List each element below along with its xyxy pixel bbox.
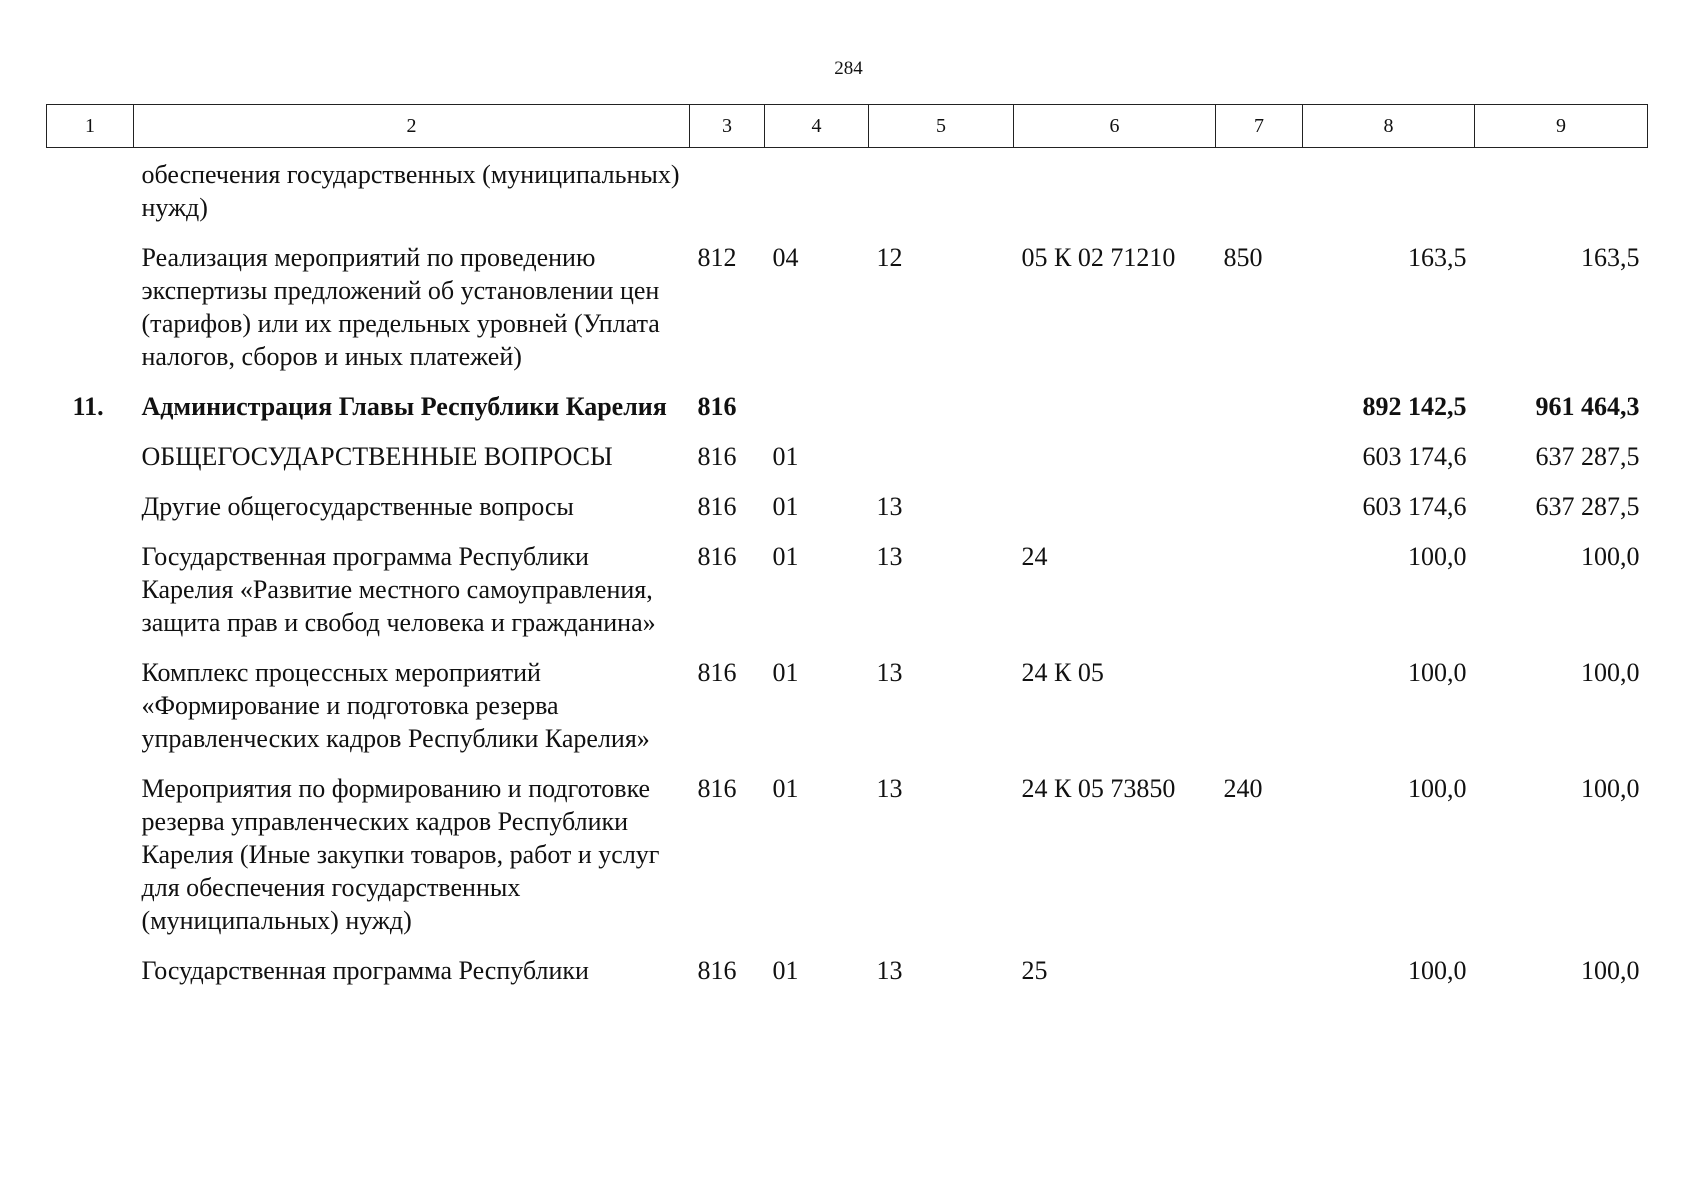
ministry-code: 816: [697, 392, 737, 421]
column-header: 3: [690, 105, 765, 148]
subsection-code: 13: [876, 542, 903, 571]
amount-column-9: 637 287,5: [1535, 492, 1640, 521]
ministry-code: 816: [697, 658, 737, 687]
ministry-code: 816: [697, 542, 737, 571]
target-article-code: [1014, 431, 1216, 481]
table-row: [47, 531, 1648, 647]
column-header: 1: [47, 105, 134, 148]
subsection-code: 13: [876, 956, 903, 985]
column-header: 8: [1303, 105, 1475, 148]
table-row: [47, 647, 1648, 763]
amount-column-9: 100,0: [1581, 542, 1640, 571]
row-name: обеспечения государственных (муниципальных) нужд): [141, 160, 680, 222]
amount-column-8: 100,0: [1408, 542, 1467, 571]
target-article-code: 24 К 05 73850: [1021, 774, 1176, 803]
column-header: 2: [134, 105, 690, 148]
row-name: Реализация мероприятий по проведению экспертизы предложений об установлении цен (тарифов) или их предельных уровней (Уплата налогов, сборов и иных платежей): [141, 243, 660, 371]
expense-type-code: [1216, 481, 1303, 531]
ministry-code: 812: [697, 243, 737, 272]
column-header: 5: [869, 105, 1014, 148]
amount-column-9: 163,5: [1581, 243, 1640, 272]
row-number: [47, 232, 134, 381]
target-article-code: 05 К 02 71210: [1021, 243, 1176, 272]
amount-column-8: [1303, 148, 1475, 233]
target-article-code: [1014, 381, 1216, 431]
row-name: Государственная программа Республики: [141, 956, 589, 985]
ministry-code: 816: [697, 774, 737, 803]
amount-column-9: 961 464,3: [1535, 392, 1640, 421]
expense-type-code: [1216, 148, 1303, 233]
row-name: Мероприятия по формированию и подготовке резерва управленческих кадров Республики Карелия (Иные закупки товаров, работ и услуг для обеспечения государственных (муниципальных) нужд): [141, 774, 660, 935]
ministry-code: 816: [697, 442, 737, 471]
subsection-code: 13: [876, 774, 903, 803]
subsection-code: 13: [876, 492, 903, 521]
amount-column-9: 637 287,5: [1535, 442, 1640, 471]
amount-column-9: 100,0: [1581, 658, 1640, 687]
row-name: Другие общегосударственные вопросы: [141, 492, 574, 521]
section-code: 01: [772, 658, 799, 687]
column-number-header-row: [47, 105, 1648, 148]
page-number: 284: [834, 58, 863, 79]
amount-column-8: 603 174,6: [1362, 442, 1467, 471]
amount-column-8: 603 174,6: [1362, 492, 1467, 521]
amount-column-8: 100,0: [1408, 774, 1467, 803]
section-code: 01: [772, 442, 799, 471]
expense-type-code: [1216, 381, 1303, 431]
section-code: [765, 381, 869, 431]
section-code: [765, 148, 869, 233]
subsection-code: [869, 381, 1014, 431]
row-number: [47, 763, 134, 945]
table-row: [47, 481, 1648, 531]
amount-column-8: 100,0: [1408, 658, 1467, 687]
row-name: Комплекс процессных мероприятий «Формирование и подготовка резерва управленческих кадров Республики Карелия»: [141, 658, 650, 753]
column-header: 9: [1475, 105, 1648, 148]
expense-type-code: [1216, 945, 1303, 995]
ministry-code: 816: [697, 492, 737, 521]
amount-column-9: [1475, 148, 1648, 233]
budget-table: [46, 104, 1648, 995]
column-header: 4: [765, 105, 869, 148]
subsection-code: [869, 148, 1014, 233]
section-code: 01: [772, 542, 799, 571]
expense-type-code: 850: [1223, 243, 1263, 272]
table-row: [47, 381, 1648, 431]
ministry-code: [690, 148, 765, 233]
row-number: [47, 647, 134, 763]
amount-column-8: 100,0: [1408, 956, 1467, 985]
amount-column-8: 163,5: [1408, 243, 1467, 272]
row-number: 11.: [72, 392, 104, 421]
expense-type-code: [1216, 431, 1303, 481]
table-row: [47, 431, 1648, 481]
ministry-code: 816: [697, 956, 737, 985]
amount-column-9: 100,0: [1581, 956, 1640, 985]
table-row: [47, 148, 1648, 233]
section-code: 04: [772, 243, 799, 272]
target-article-code: [1014, 148, 1216, 233]
target-article-code: [1014, 481, 1216, 531]
section-code: 01: [772, 492, 799, 521]
expense-type-code: [1216, 531, 1303, 647]
table-row: [47, 232, 1648, 381]
expense-type-code: 240: [1223, 774, 1263, 803]
row-name: Администрация Главы Республики Карелия: [141, 392, 667, 421]
column-header: 7: [1216, 105, 1303, 148]
row-name: Государственная программа Республики Карелия «Развитие местного самоуправления, защита прав и свобод человека и гражданина»: [141, 542, 656, 637]
target-article-code: 24 К 05: [1021, 658, 1104, 687]
subsection-code: 12: [876, 243, 903, 272]
section-code: 01: [772, 774, 799, 803]
row-number: [47, 945, 134, 995]
row-name: ОБЩЕГОСУДАРСТВЕННЫЕ ВОПРОСЫ: [141, 442, 613, 471]
row-number: [47, 481, 134, 531]
row-number: [47, 431, 134, 481]
section-code: 01: [772, 956, 799, 985]
table-row: [47, 945, 1648, 995]
subsection-code: 13: [876, 658, 903, 687]
amount-column-9: 100,0: [1581, 774, 1640, 803]
column-header: 6: [1014, 105, 1216, 148]
table-row: [47, 763, 1648, 945]
target-article-code: 25: [1021, 956, 1048, 985]
subsection-code: [869, 431, 1014, 481]
row-number: [47, 148, 134, 233]
expense-type-code: [1216, 647, 1303, 763]
amount-column-8: 892 142,5: [1362, 392, 1467, 421]
target-article-code: 24: [1021, 542, 1048, 571]
row-number: [47, 531, 134, 647]
